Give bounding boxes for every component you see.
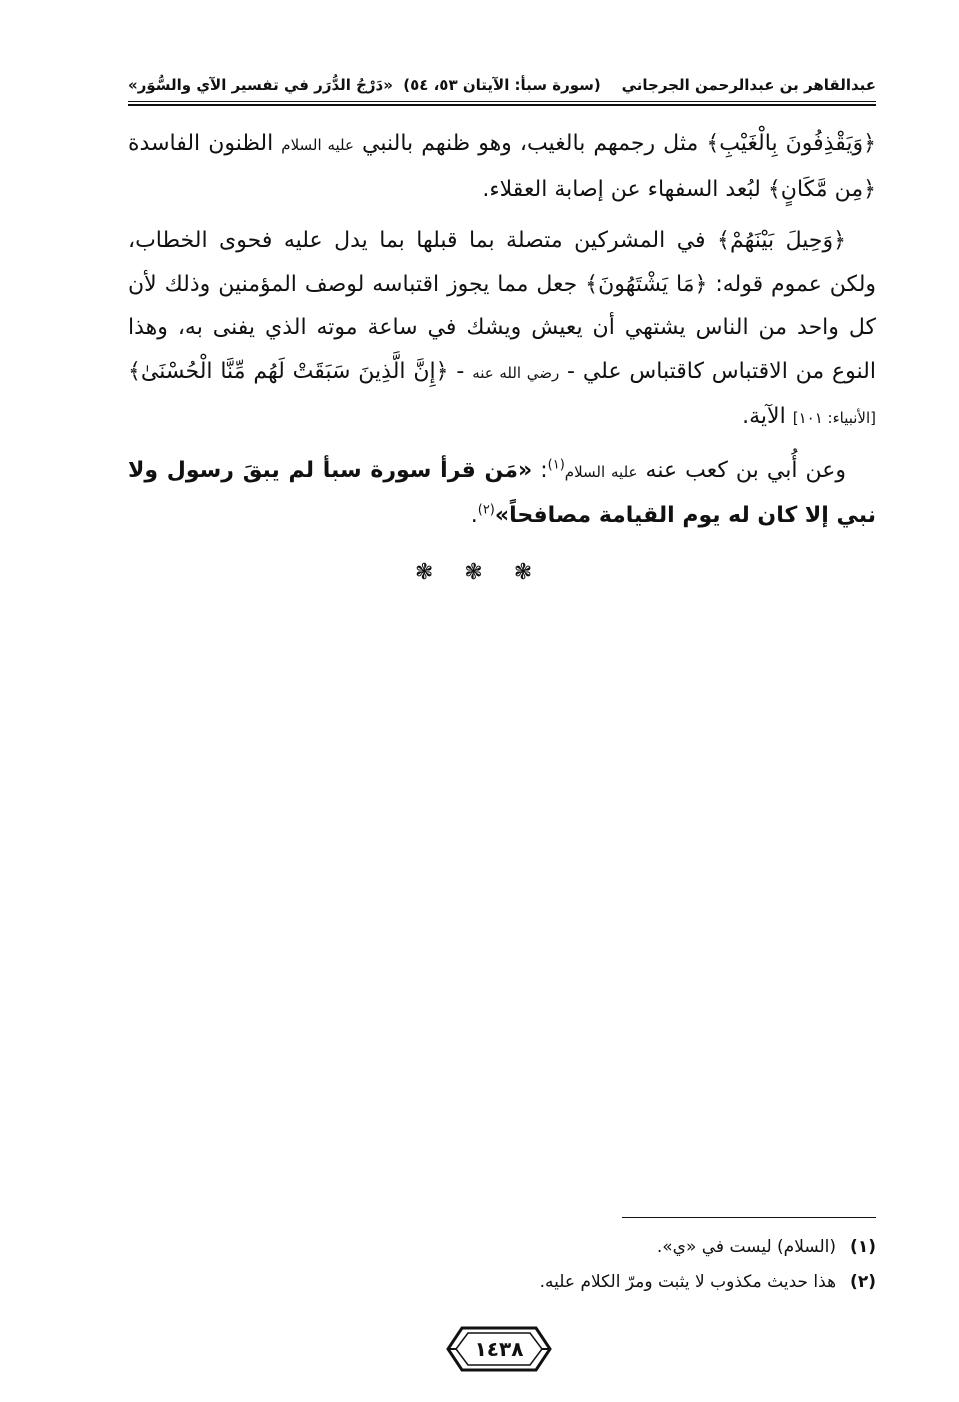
- honorific: رضي الله عنه: [472, 363, 560, 382]
- text-span: وعن أُبي بن كعب عنه: [637, 457, 847, 483]
- hadith-text: «مَن قرأ سورة سبأ لم يبقَ رسول ولا نبي إلا كان له يوم القيامة مصافحاً»: [128, 457, 876, 528]
- text-span: -: [448, 358, 473, 384]
- main-text: [128, 122, 876, 546]
- text-span: جعل مما يجوز اقتباسه لوصف المؤمنين وذلك لأن كل واحد من الناس يشتهي أن يعيش ويشك في ساعة موته الذي يفنى به، وهذا النوع من الاقتباس كاقتباس علي -: [128, 271, 876, 384]
- section-separator: ❃ ❃ ❃: [414, 560, 545, 585]
- quran-quote: ﴿مِن مَّكَانٍ﴾: [767, 176, 876, 202]
- text-span: مثل رجمهم بالغيب، وهو ظنهم بالنبي: [353, 131, 707, 156]
- quran-quote: ﴿وَحِيلَ بَيْنَهُمْ﴾: [717, 228, 847, 253]
- paragraph-1: [128, 122, 876, 211]
- page-header: [128, 72, 876, 106]
- paragraph-2: [128, 219, 876, 441]
- footnote-rule: [622, 1217, 876, 1218]
- footnote-text: هذا حديث مكذوب لا يثبت ومرّ الكلام عليه.: [539, 1272, 837, 1292]
- text-span: في المشركين متصلة بما قبلها بما يدل عليه فحوى الخطاب، ولكن عموم قوله:: [128, 228, 877, 297]
- page-number: ١٤٣٨: [474, 1337, 524, 1361]
- honorific: عليه السلام: [281, 136, 354, 154]
- page-number-ornament: [444, 1324, 554, 1374]
- footnote-marker: (١): [547, 457, 565, 473]
- footnote-number: (٢): [850, 1272, 876, 1292]
- footnote-text: (السلام) ليست في «ي».: [656, 1237, 837, 1257]
- header-author: عبدالقاهر بن عبدالرحمن الجرجاني: [621, 76, 876, 94]
- text-span: الآية.: [742, 404, 793, 429]
- text-span: الظنون الفاسدة: [128, 131, 282, 156]
- header-rule: [128, 104, 876, 106]
- footnote-number: (١): [850, 1237, 876, 1257]
- honorific: عليه السلام: [564, 462, 638, 481]
- footnotes: [128, 1230, 876, 1300]
- quran-quote: ﴿مَا يَشْتَهُونَ﴾: [585, 271, 708, 297]
- footnote-marker: (٢): [477, 502, 495, 518]
- quran-quote: ﴿وَيَقْذِفُونَ بِالْغَيْبِ﴾: [706, 131, 876, 156]
- paragraph-3: [128, 449, 876, 538]
- quran-quote: ﴿إِنَّ الَّذِينَ سَبَقَتْ لَهُم مِّنَّا الْحُسْنَىٰ﴾: [128, 358, 449, 384]
- text-span: :: [532, 457, 548, 483]
- verse-reference: [الأنبياء: ١٠١]: [792, 409, 876, 427]
- header-book-title: «دَرْجُ الدُّرَر في تفسير الآي والسُّوَر»: [128, 76, 393, 94]
- text-span: .: [470, 503, 478, 528]
- header-rule-thin: [128, 101, 876, 102]
- footnote-1: [128, 1230, 876, 1265]
- text-span: لبُعد السفهاء عن إصابة العقلاء.: [482, 176, 768, 202]
- footnote-2: [128, 1265, 876, 1300]
- header-surah: (سورة سبأ: الآيتان ٥٣، ٥٤): [403, 76, 601, 94]
